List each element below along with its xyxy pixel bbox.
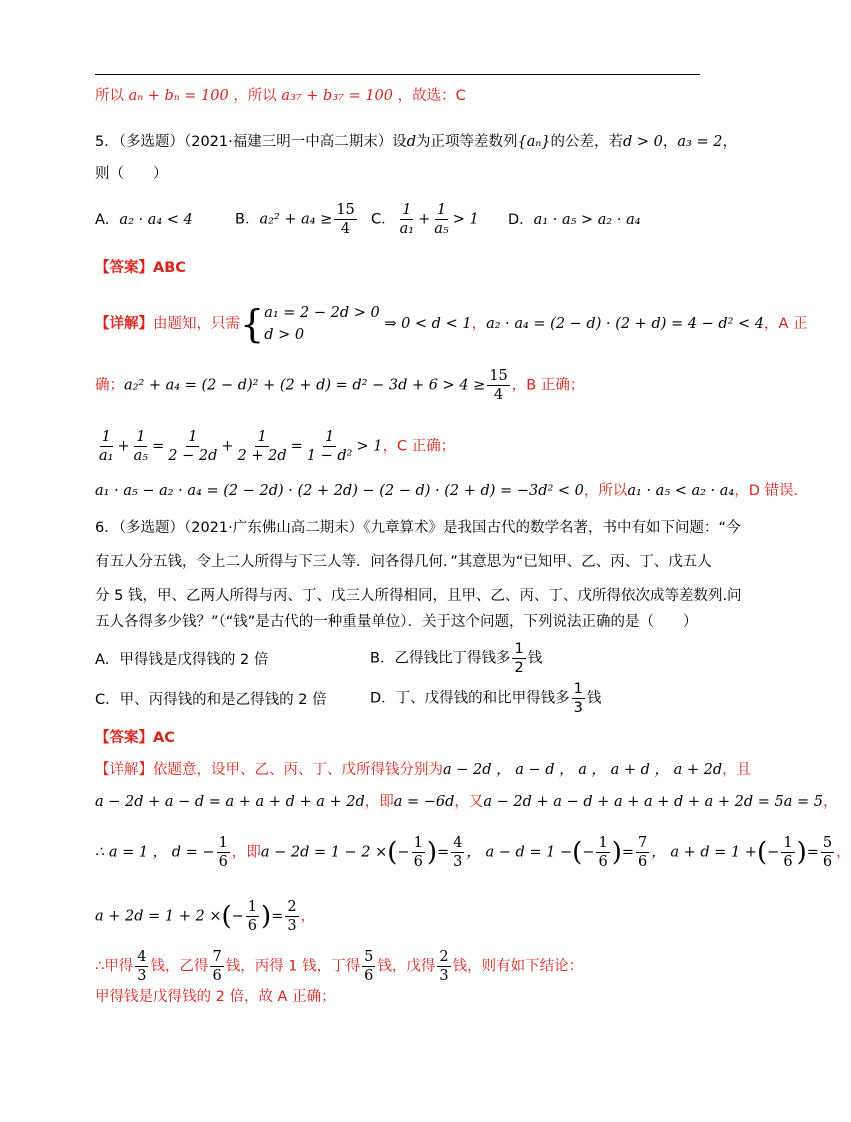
math: a₁ · a₅ − a₂ · a₄ = (2 − 2d) · (2 + 2d) − (2 − d) · (2 + d) = −3d² < 0 xyxy=(95,483,584,499)
q5-stem-2: 则（ ） xyxy=(95,166,168,182)
numerator: 1 xyxy=(783,835,793,851)
q5-detail-2 xyxy=(95,367,584,404)
numerator: 1 xyxy=(136,429,146,445)
denominator: 1 − d² xyxy=(306,448,353,464)
math: ， a + d = 1 + xyxy=(651,844,758,861)
q6-option-c: C．甲、丙得钱的和是乙得钱的 2 倍 xyxy=(95,692,327,708)
q6-stem-2: 有五人分五钱，令上二人所得与下三人等．问各得几何．”其意思为“已知甲、乙、丙、丁、戊五人 xyxy=(95,554,712,570)
q5-detail-4 xyxy=(95,481,798,501)
math: a₂² + a₄ = (2 − d)² + (2 + d) = d² − 3d + 6 > 4 ≥ xyxy=(124,377,486,394)
denominator: 4 xyxy=(493,387,504,403)
text: D．丁、戊得钱的和比甲得钱多 xyxy=(370,690,570,707)
brace: { xyxy=(240,302,265,346)
numerator: 1 xyxy=(257,429,267,445)
text: ，且 xyxy=(722,762,752,778)
numerator: 1 xyxy=(247,899,258,915)
numerator: 15 xyxy=(489,368,508,384)
math: + xyxy=(418,211,431,228)
text: ，D 错误. xyxy=(734,483,799,499)
header-rule xyxy=(95,74,700,75)
denominator: 2 xyxy=(514,660,524,676)
denominator: 3 xyxy=(453,854,463,870)
q6-detail-4: a + 2d = 1 + 2 ×(− $\frac{1}{6}$ )= $\frac{2}{3}$ ， xyxy=(95,899,316,934)
text: 【详解】依题意，设甲、乙、丙、丁、戊所得钱分别为 xyxy=(95,762,443,778)
math: > 1 xyxy=(452,211,479,228)
label: A． xyxy=(95,212,120,228)
denominator: 3 xyxy=(137,968,147,984)
numerator: 1 xyxy=(101,429,111,445)
denominator: 3 xyxy=(287,918,297,934)
denominator: 6 xyxy=(218,854,228,870)
numerator: 2 xyxy=(287,899,297,915)
numerator: 1 xyxy=(218,835,228,851)
q5-option-d xyxy=(508,210,641,230)
text: 钱 xyxy=(586,690,602,707)
text: ，C 正确； xyxy=(382,438,456,455)
numerator: 4 xyxy=(137,949,147,965)
text: B．乙得钱比丁得钱多 xyxy=(370,650,511,667)
numerator: 4 xyxy=(453,835,463,851)
text: ，B 正确； xyxy=(511,377,585,394)
q6-option-a: A．甲得钱是戊得钱的 2 倍 xyxy=(95,652,269,668)
math: > 1 xyxy=(356,438,383,455)
denominator: 2 + 2d xyxy=(237,448,287,464)
numerator: 1 xyxy=(402,202,412,218)
text: 钱，丙得 1 钱，丁得 xyxy=(225,958,361,975)
math: ， a − d = 1 − xyxy=(466,844,573,861)
math: ∴ a = 1 ， d = − xyxy=(95,844,215,861)
text: ，即 xyxy=(364,794,394,810)
q5-stem xyxy=(95,132,737,152)
math: a − 2d + a − d = a + a + d + a + 2d xyxy=(95,794,365,810)
numerator: 1 xyxy=(325,429,335,445)
math: a − 2d ， a − d ， a ， a + d ， a + 2d xyxy=(443,762,723,778)
text: ， xyxy=(662,134,678,150)
math: d > 0 xyxy=(623,134,663,150)
text: 5．（多选题）（2021·福建三明一中高二期末）设 xyxy=(95,134,407,150)
q5-option-b xyxy=(235,201,359,238)
text: ，所以 xyxy=(583,483,628,499)
q6-detail-6: 甲得钱是戊得钱的 2 倍，故 A 正确； xyxy=(95,989,336,1005)
denominator: 6 xyxy=(212,968,222,984)
math: a − 2d + a − d + a + a + d + a + 2d = 5a = 5 xyxy=(483,794,823,810)
text: ，所以 xyxy=(233,88,277,104)
math: a − 2d = 1 − 2 × xyxy=(260,844,388,861)
math: a₂ · a₄ = (2 − d) · (2 + d) = 4 − d² < 4 xyxy=(486,316,765,332)
denominator: a₁ xyxy=(399,221,415,237)
numerator: 1 xyxy=(413,835,423,851)
q5-answer: 【答案】ABC xyxy=(95,260,186,276)
math: a₃₇ + b₃₇ = 100 xyxy=(281,88,394,104)
denominator: a₅ xyxy=(434,221,449,237)
text: 钱 xyxy=(527,650,543,667)
q6-option-b xyxy=(370,640,542,677)
denominator: 6 xyxy=(413,854,423,870)
text: 钱，则有如下结论： xyxy=(452,958,584,975)
text: ， xyxy=(471,316,487,332)
numerator: 1 xyxy=(598,835,608,851)
numerator: 7 xyxy=(212,949,222,965)
q5-option-c xyxy=(371,201,479,238)
denominator: 6 xyxy=(783,854,793,870)
denominator: 6 xyxy=(247,918,258,934)
text: ∴甲得 xyxy=(95,958,134,975)
q6-stem-4: 五人各得多少钱？”（“钱”是古代的一种重量单位）．关于这个问题，下列说法正确的是（ ） xyxy=(95,614,698,630)
math: a₂² + a₄ ≥ xyxy=(259,211,333,228)
q6-stem-3: 分 5 钱，甲、乙两人所得与丙、丁、戊三人所得相同，且甲、乙、丙、丁、戊所得依次成等差数列.问 xyxy=(95,588,742,604)
text: ，故选：C xyxy=(397,88,466,104)
text: 由题知，只需 xyxy=(153,316,240,332)
math: = xyxy=(437,844,450,861)
text: ，即 xyxy=(231,844,261,861)
q5-detail-1 xyxy=(95,302,808,346)
text: ， xyxy=(823,794,838,810)
numerator: 7 xyxy=(638,835,648,851)
text: 所以 xyxy=(95,88,124,104)
q6-answer: 【答案】AC xyxy=(95,730,175,746)
numerator: 15 xyxy=(336,202,355,218)
numerator: 1 xyxy=(573,681,583,697)
q5-option-a xyxy=(95,210,193,230)
numerator: 5 xyxy=(822,835,833,851)
text: ， xyxy=(836,844,851,861)
text: 钱，乙得 xyxy=(150,958,209,975)
denominator: a₁ xyxy=(99,448,114,464)
denominator: 3 xyxy=(573,700,583,716)
denominator: 3 xyxy=(439,968,449,984)
q6-detail-3: ∴ a = 1 ， d = − $\frac{1}{6}$ ，即a − 2d = 1 − 2 ×(− $\frac{1}{6}$ )= $\frac{4}{3}$ ， a − d = 1 −(− $\frac{1}{6}$ )= $\frac{7}{6}$ ， a + d = 1 +(− $\frac{1}{6}$ )= $\frac{5}{6}$ ， xyxy=(95,835,851,870)
q6-stem-1: 6．（多选题）（2021·广东佛山高二期末）《九章算术》是我国古代的数学名著，书中有如下问题：“今 xyxy=(95,520,741,536)
text: ， xyxy=(300,908,316,925)
q6-detail-5 xyxy=(95,948,583,985)
denominator: 6 xyxy=(364,968,374,984)
math: a₁ · a₅ > a₂ · a₄ xyxy=(533,212,641,228)
tag: 【详解】 xyxy=(95,316,153,332)
label: D． xyxy=(508,212,534,228)
system xyxy=(264,302,380,346)
math: a = −6d xyxy=(393,794,455,810)
math: a₁ · a₅ < a₂ · a₄ xyxy=(627,483,735,499)
q6-detail-1 xyxy=(95,760,751,780)
math: aₙ + bₙ = 100 xyxy=(128,88,229,104)
denominator: 6 xyxy=(822,854,833,870)
conclusion-line xyxy=(95,86,466,106)
denominator: 4 xyxy=(340,221,351,237)
numerator: 5 xyxy=(364,949,374,965)
label: C． xyxy=(371,211,396,228)
label: B． xyxy=(235,211,260,228)
text: ，又 xyxy=(454,794,484,810)
numerator: 2 xyxy=(439,949,449,965)
denominator: a₅ xyxy=(133,448,149,464)
denominator: 6 xyxy=(638,854,648,870)
math: d xyxy=(406,134,417,150)
denominator: 2 − 2d xyxy=(168,448,218,464)
math: a₃ = 2 xyxy=(677,134,723,150)
text: ， xyxy=(722,134,737,150)
math: a + 2d = 1 + 2 × xyxy=(95,908,222,925)
denominator: 6 xyxy=(598,854,608,870)
math: ⇒ 0 < d < 1 xyxy=(384,316,472,332)
math: a₂ · a₄ < 4 xyxy=(119,212,193,228)
numerator: 1 xyxy=(436,202,447,218)
text: ，A 正 xyxy=(764,316,808,332)
text: 的公差，若 xyxy=(550,134,624,150)
numerator: 1 xyxy=(188,429,198,445)
q6-detail-2 xyxy=(95,792,838,812)
text: 为正项等差数列 xyxy=(416,134,518,150)
text: 确； xyxy=(95,377,124,394)
math: d > 0 xyxy=(264,327,305,343)
numerator: 1 xyxy=(514,641,524,657)
math: {aₙ} xyxy=(517,134,551,150)
q6-option-d xyxy=(370,680,601,717)
text: 钱，戊得 xyxy=(377,958,436,975)
q5-detail-3: $\frac{1}{\text{a₁}}$ + $\frac{1}{\text{a₅}}$ = $\frac{1}{2 - 2d}$ + $\frac{1}{2 + 2d}$ = $\frac{1}{\text{1 − d²}}$ > 1，C 正确； xyxy=(99,429,456,464)
math: a₁ = 2 − 2d > 0 xyxy=(264,305,380,321)
